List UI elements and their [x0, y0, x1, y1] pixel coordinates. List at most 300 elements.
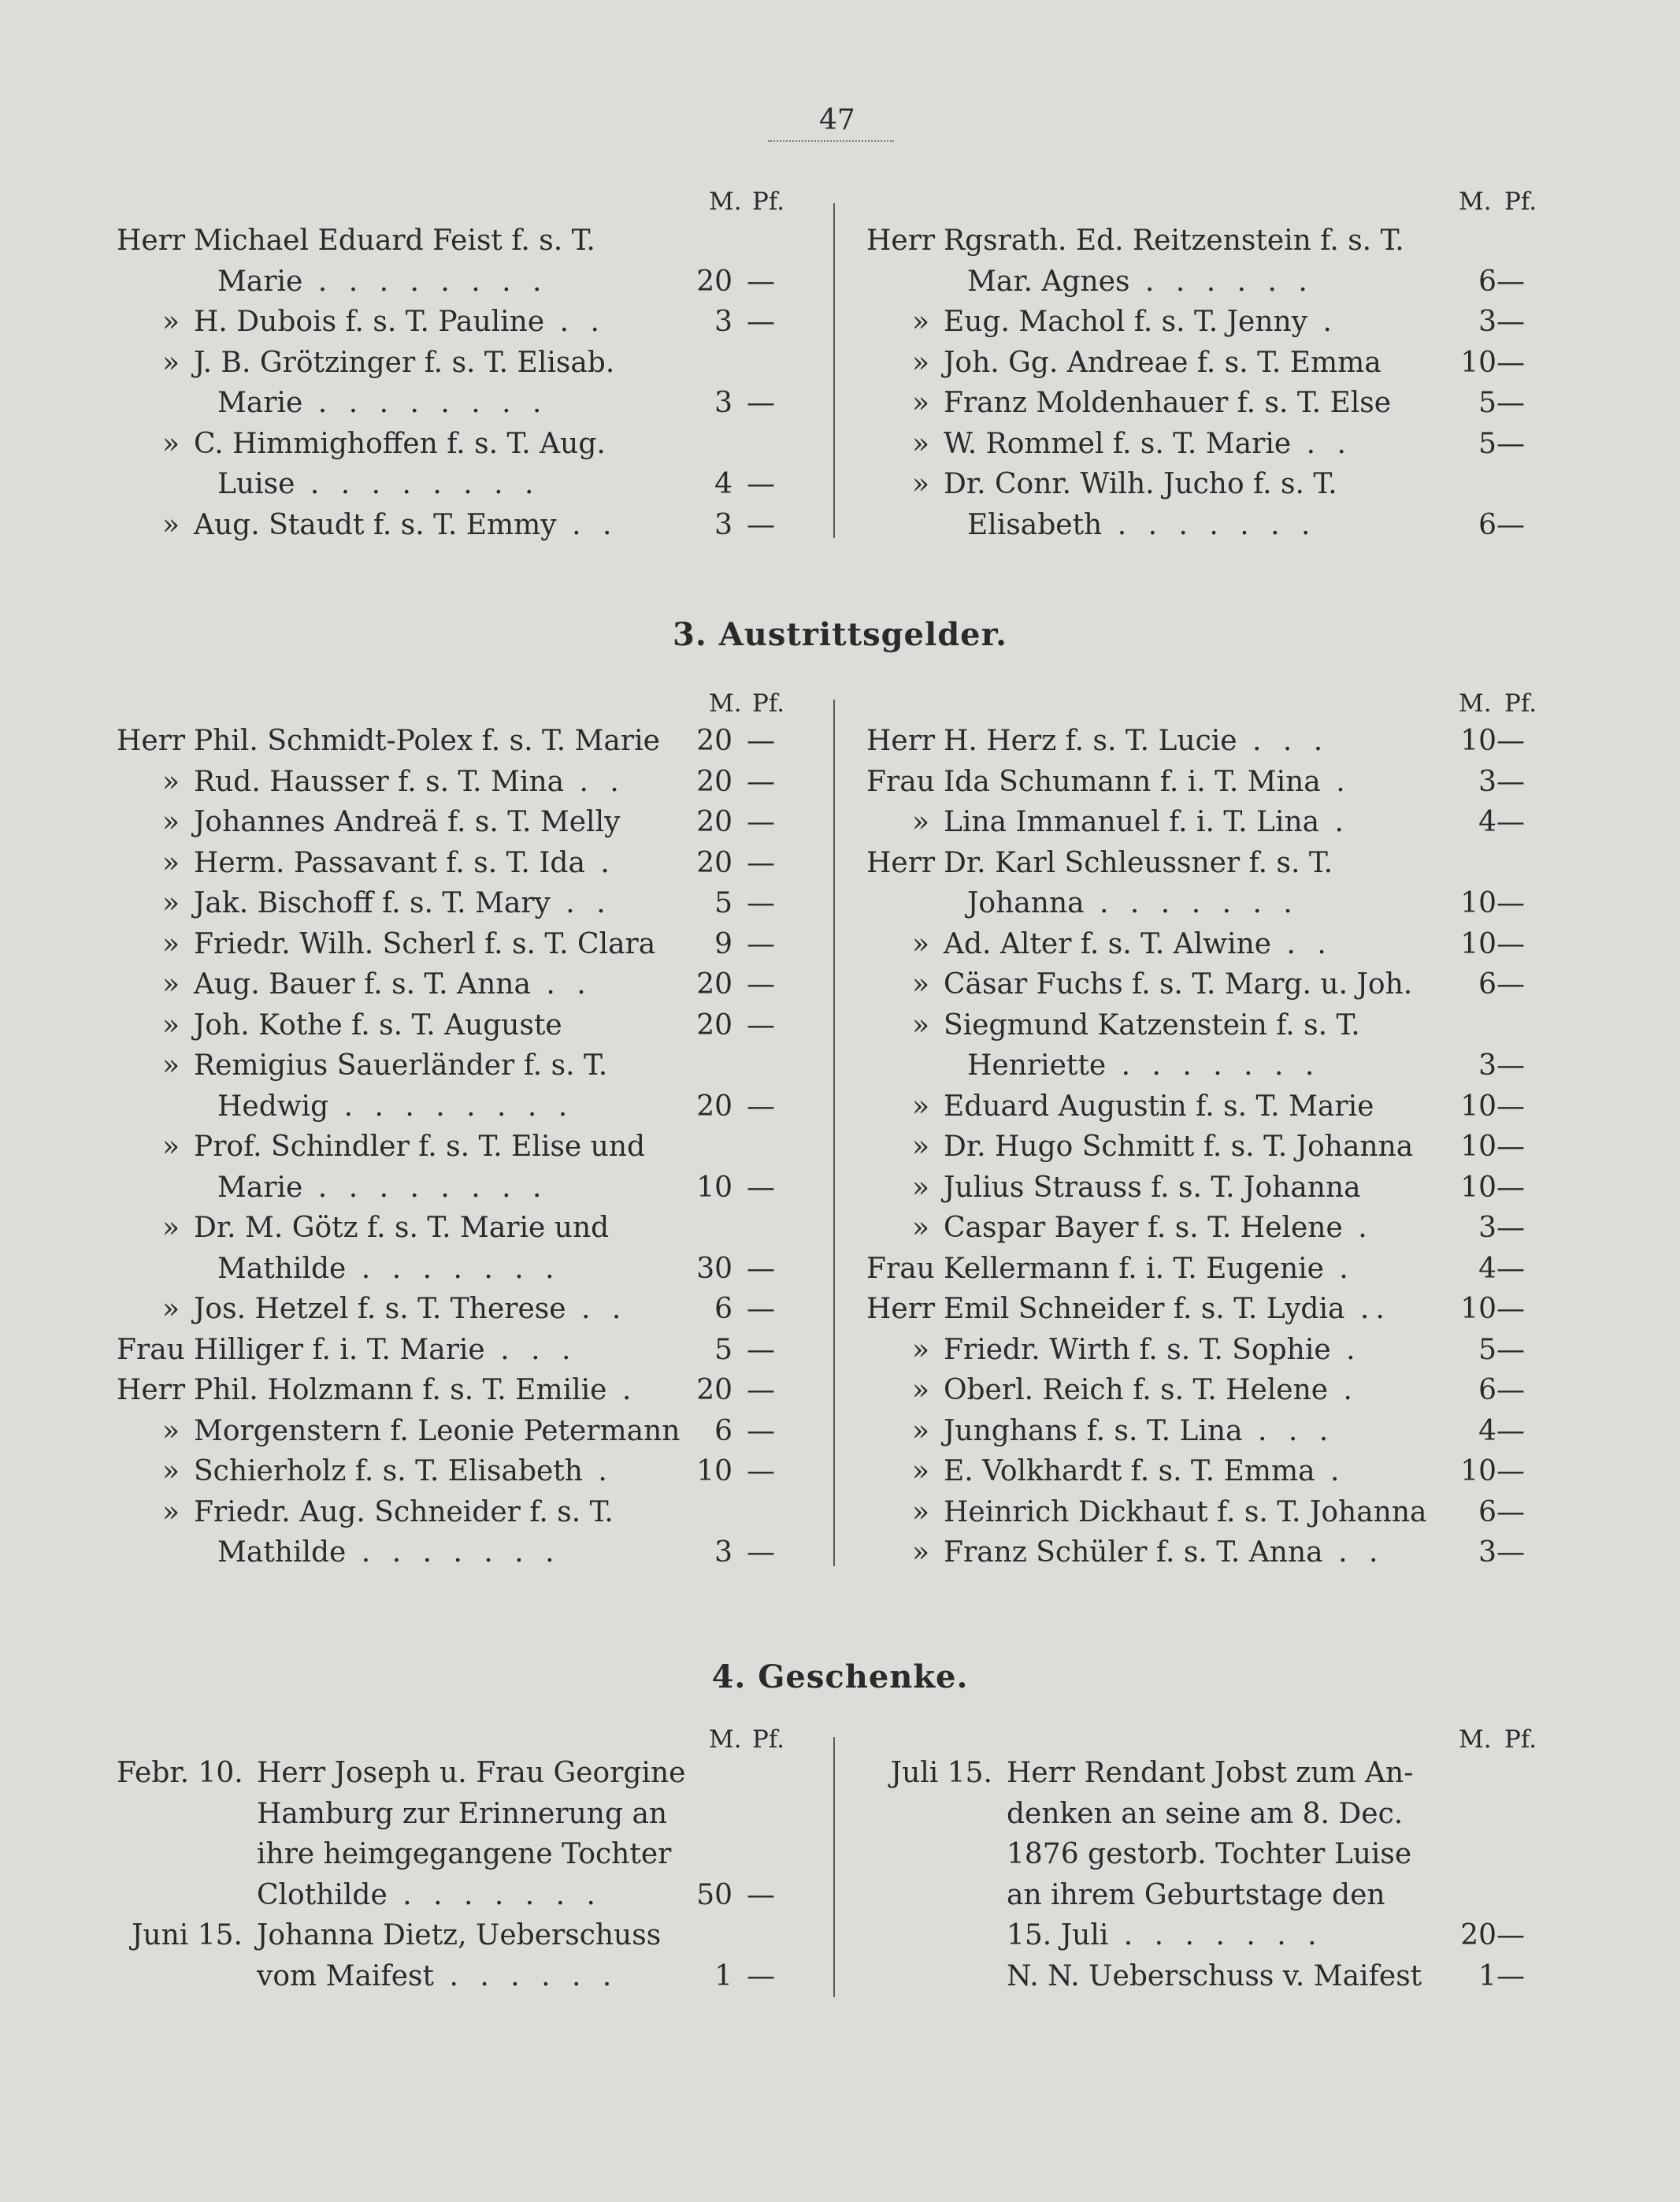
row-text: Herm. Passavant f. s. T. Ida . — [194, 846, 616, 879]
amount-mark: 3 — [1478, 1049, 1496, 1082]
ledger-row — [117, 1330, 825, 1371]
amount-pfennig: — — [1496, 1374, 1525, 1406]
amount-pfennig: — — [1496, 725, 1525, 757]
amount-pfennig: — — [747, 265, 775, 298]
row-text: Ad. Alter f. s. T. Alwine . . — [944, 927, 1333, 960]
amount-mark: 30 — [696, 1252, 732, 1285]
row-prefix: » — [161, 968, 180, 1001]
row-prefix: » — [161, 806, 180, 838]
amount-pfennig: — — [747, 1293, 775, 1325]
ledger-row — [866, 762, 1623, 803]
row-prefix: » — [161, 1293, 180, 1325]
ledger-row — [866, 1208, 1623, 1249]
row-prefix: » — [911, 1131, 929, 1163]
ledger-row — [866, 843, 1623, 884]
row-prefix: Juni 15. — [131, 1919, 243, 1951]
amount-mark: 3 — [1478, 765, 1496, 798]
leader-dots: . — [1328, 1374, 1359, 1406]
amount-pfennig: — — [1496, 1414, 1525, 1447]
amount-pfennig: — — [747, 1090, 775, 1123]
amount-mark: 10 — [1460, 725, 1496, 757]
ledger-row — [117, 1045, 825, 1086]
leader-dots: . . — [1291, 427, 1352, 460]
s1-left-header-pf: Pf. — [752, 188, 785, 216]
amount-mark: 10 — [696, 1455, 732, 1487]
row-text: Hamburg zur Erinnerung an — [257, 1797, 668, 1830]
amount-pfennig: — — [747, 1455, 775, 1487]
amount-pfennig: — — [1496, 427, 1525, 460]
amount-mark: 10 — [696, 1171, 732, 1204]
ledger-row — [117, 262, 825, 303]
s1-column-divider — [833, 203, 835, 538]
ledger-row — [866, 1411, 1623, 1452]
amount-mark: 3 — [714, 306, 732, 338]
amount-pfennig: — — [1496, 1959, 1525, 1992]
ledger-row — [117, 1451, 825, 1492]
amount-mark: 20 — [1460, 1919, 1496, 1951]
row-prefix: » — [911, 1090, 929, 1123]
row-prefix: » — [911, 346, 929, 379]
amount-mark: 10 — [1460, 1171, 1496, 1204]
amount-mark: 6 — [1478, 508, 1496, 541]
row-text: Mathilde . . . . . . . — [217, 1252, 561, 1285]
amount-mark: 4 — [714, 468, 732, 500]
row-text: 15. Juli . . . . . . . — [1007, 1919, 1323, 1951]
amount-mark: 20 — [696, 1008, 732, 1042]
row-prefix: Frau — [866, 1252, 935, 1285]
row-prefix: Herr — [866, 725, 936, 757]
amount-pfennig: — — [1496, 1293, 1525, 1325]
amount-pfennig: — — [1496, 265, 1525, 298]
row-text: E. Volkhardt f. s. T. Emma . — [944, 1455, 1346, 1487]
amount-pfennig: — — [747, 306, 775, 338]
ledger-row — [866, 1127, 1623, 1168]
row-prefix: » — [161, 1495, 180, 1528]
row-prefix: » — [161, 1212, 180, 1244]
leader-dots: . . . — [1237, 725, 1330, 757]
row-text: Hedwig . . . . . . . . — [217, 1090, 574, 1123]
row-prefix: » — [911, 468, 929, 500]
s4-column-divider — [833, 1737, 835, 1997]
leader-dots: . . . . . . . — [1102, 508, 1317, 541]
s4-right-header-m: M. — [1459, 1725, 1492, 1754]
ledger-row — [117, 1915, 825, 1956]
s1-right-header-m: M. — [1459, 188, 1492, 216]
leader-dots: . . . . . . . — [387, 1878, 602, 1911]
amount-pfennig: — — [747, 1252, 775, 1285]
row-text: H. Herz f. s. T. Lucie . . . — [944, 725, 1330, 757]
row-text: Phil. Holzmann f. s. T. Emilie . — [194, 1374, 638, 1406]
leader-dots: . . . . . . . . — [302, 265, 548, 298]
row-prefix: Juli 15. — [890, 1757, 992, 1789]
ledger-row — [866, 464, 1623, 505]
ledger-row — [866, 964, 1623, 1005]
row-text: Jak. Bischoff f. s. T. Mary . . — [194, 887, 612, 919]
row-text: vom Maifest . . . . . . — [257, 1959, 618, 1992]
row-prefix: » — [161, 306, 180, 338]
amount-pfennig: — — [747, 468, 775, 500]
ledger-row — [866, 221, 1623, 262]
row-text: Jos. Hetzel f. s. T. Therese . . — [194, 1293, 628, 1325]
row-text: Aug. Bauer f. s. T. Anna . . — [194, 968, 592, 1001]
amount-pfennig: — — [747, 725, 775, 757]
row-prefix: » — [161, 1131, 180, 1163]
amount-mark: 5 — [1478, 1333, 1496, 1366]
row-text: Clothilde . . . . . . . — [257, 1878, 602, 1911]
amount-pfennig: — — [1496, 887, 1525, 919]
row-prefix: Frau — [866, 765, 935, 798]
row-text: Joh. Gg. Andreae f. s. T. Emma — [944, 346, 1381, 379]
ledger-row — [866, 1492, 1623, 1533]
ledger-row — [117, 721, 825, 762]
row-text: Rgsrath. Ed. Reitzenstein f. s. T. — [944, 225, 1404, 257]
row-text: Kellermann f. i. T. Eugenie . — [944, 1252, 1355, 1285]
amount-pfennig: — — [1496, 1252, 1525, 1285]
amount-pfennig: — — [747, 1536, 775, 1569]
row-prefix: Herr — [866, 225, 936, 257]
amount-pfennig: — — [747, 387, 775, 419]
leader-dots: . — [606, 1374, 638, 1406]
ledger-row — [866, 1370, 1623, 1411]
row-prefix: Herr — [117, 725, 186, 757]
amount-mark: 20 — [696, 1090, 732, 1123]
amount-pfennig: — — [1496, 927, 1525, 960]
amount-mark: 10 — [1460, 927, 1496, 960]
page-number: 47 — [819, 104, 855, 136]
ledger-row — [117, 1956, 825, 1997]
leader-dots: . — [1342, 1212, 1374, 1244]
row-text: Morgenstern f. Leonie Petermann — [194, 1414, 681, 1447]
s3-heading: 3. Austrittsgelder. — [673, 616, 1007, 653]
ledger-row — [866, 1330, 1623, 1371]
amount-pfennig: — — [1496, 1049, 1525, 1082]
ledger-row — [866, 1005, 1623, 1046]
amount-pfennig: — — [1496, 1495, 1525, 1528]
s4-heading: 4. Geschenke. — [711, 1658, 969, 1695]
ledger-row — [117, 1289, 825, 1330]
ledger-row — [117, 1208, 825, 1249]
amount-mark: 4 — [1478, 1414, 1496, 1447]
amount-pfennig: — — [747, 1414, 775, 1447]
ledger-row — [866, 1794, 1623, 1835]
leader-dots: . . . . . . . — [1084, 887, 1299, 919]
ledger-row — [117, 1370, 825, 1411]
amount-mark: 3 — [1478, 306, 1496, 338]
row-text: Marie . . . . . . . . — [217, 265, 548, 298]
amount-mark: 6 — [1478, 1374, 1496, 1406]
row-prefix: Herr — [866, 1293, 936, 1325]
row-text: Henriette . . . . . . . — [967, 1049, 1321, 1082]
amount-mark: 10 — [1460, 1131, 1496, 1163]
leader-dots: . . . . . . . — [1106, 1049, 1321, 1082]
row-prefix: Febr. 10. — [117, 1757, 243, 1789]
row-text: Johanna . . . . . . . — [967, 887, 1299, 919]
ledger-row — [866, 1249, 1623, 1290]
amount-mark: 10 — [1460, 1455, 1496, 1487]
ledger-row — [866, 1956, 1623, 1997]
amount-pfennig: — — [747, 1333, 775, 1366]
leader-dots: . . . . . . . — [346, 1252, 561, 1285]
ledger-row — [117, 883, 825, 924]
ledger-row — [117, 1249, 825, 1290]
amount-pfennig: — — [747, 1878, 775, 1911]
row-prefix: » — [911, 1008, 929, 1042]
leader-dots: . . . . . . . — [346, 1536, 561, 1569]
s1-right-header-pf: Pf. — [1504, 188, 1537, 216]
s4-left-header-pf: Pf. — [752, 1725, 785, 1754]
row-prefix: » — [911, 1414, 929, 1447]
row-prefix: » — [911, 968, 929, 1001]
ledger-row — [117, 1875, 825, 1916]
row-prefix: » — [911, 1455, 929, 1487]
amount-mark: 4 — [1478, 1252, 1496, 1285]
row-prefix: » — [911, 806, 929, 838]
row-text: Cäsar Fuchs f. s. T. Marg. u. Joh. — [944, 968, 1413, 1001]
row-prefix: » — [161, 765, 180, 798]
row-text: Dr. Karl Schleussner f. s. T. — [944, 846, 1333, 879]
amount-pfennig: — — [1496, 508, 1525, 541]
amount-pfennig: — — [1496, 1536, 1525, 1569]
amount-mark: 4 — [1478, 806, 1496, 838]
ledger-row — [117, 1532, 825, 1573]
s4-right-header-pf: Pf. — [1504, 1725, 1537, 1754]
amount-mark: 20 — [696, 265, 732, 298]
amount-mark: 10 — [1460, 1090, 1496, 1123]
leader-dots: . . . — [1242, 1414, 1335, 1447]
amount-pfennig: — — [1496, 1919, 1525, 1951]
row-prefix: Frau — [117, 1333, 185, 1366]
amount-pfennig: — — [747, 508, 775, 541]
row-prefix: » — [161, 846, 180, 879]
s3-column-divider — [833, 700, 835, 1566]
ledger-row — [117, 1086, 825, 1127]
leader-dots: . . . . . . — [434, 1959, 618, 1992]
s3-right-header-m: M. — [1459, 689, 1492, 718]
row-text: Franz Schüler f. s. T. Anna . . — [944, 1536, 1385, 1569]
row-text: 1876 gestorb. Tochter Luise — [1007, 1838, 1412, 1870]
ledger-row — [866, 802, 1623, 843]
row-text: Phil. Schmidt-Polex f. s. T. Marie — [194, 725, 660, 757]
amount-pfennig: — — [747, 1374, 775, 1406]
ledger-row — [117, 424, 825, 465]
row-text: J. B. Grötzinger f. s. T. Elisab. — [194, 346, 615, 379]
row-text: Eug. Machol f. s. T. Jenny . — [944, 306, 1338, 338]
leader-dots: . . — [1271, 927, 1333, 960]
leader-dots: . . . . . . . . — [302, 1171, 548, 1204]
amount-pfennig: — — [1496, 806, 1525, 838]
row-text: Johannes Andreä f. s. T. Melly — [194, 806, 621, 838]
row-prefix: » — [911, 1333, 929, 1366]
leader-dots: . . . . . . . . — [328, 1090, 574, 1123]
leader-dots: . . . — [484, 1333, 577, 1366]
ledger-row — [866, 505, 1623, 546]
row-prefix: » — [911, 306, 929, 338]
s3-left-header-m: M. — [709, 689, 742, 718]
row-text: Rud. Hausser f. s. T. Mina . . — [194, 765, 625, 798]
row-text: Joh. Kothe f. s. T. Auguste — [194, 1008, 562, 1042]
row-text: Heinrich Dickhaut f. s. T. Johanna — [944, 1495, 1427, 1528]
ledger-row — [117, 924, 825, 965]
ledger-row — [117, 1794, 825, 1835]
ledger-row — [117, 1005, 825, 1046]
amount-pfennig: — — [747, 846, 775, 879]
amount-mark: 20 — [696, 968, 732, 1001]
row-text: C. Himmighoffen f. s. T. Aug. — [194, 427, 606, 460]
row-prefix: Herr — [117, 1374, 186, 1406]
row-prefix: » — [911, 387, 929, 419]
s3-left-header-pf: Pf. — [752, 689, 785, 718]
s1-left-header-m: M. — [709, 188, 742, 216]
leader-dots: . — [1307, 306, 1338, 338]
row-prefix: » — [911, 1536, 929, 1569]
ledger-row — [117, 1834, 825, 1875]
row-prefix: » — [161, 1414, 180, 1447]
amount-mark: 20 — [696, 725, 732, 757]
amount-pfennig: — — [747, 927, 775, 960]
row-text: Herr Rendant Jobst zum An- — [1007, 1757, 1414, 1789]
s3-right-header-pf: Pf. — [1504, 689, 1537, 718]
row-prefix: » — [911, 927, 929, 960]
amount-mark: 3 — [1478, 1212, 1496, 1244]
ledger-row — [866, 383, 1623, 424]
amount-pfennig: — — [1496, 1090, 1525, 1123]
amount-mark: 5 — [714, 1333, 732, 1366]
ledger-row — [866, 1289, 1623, 1330]
amount-mark: 10 — [1460, 1293, 1496, 1325]
amount-pfennig: — — [747, 1959, 775, 1992]
row-text: Luise . . . . . . . . — [217, 468, 540, 500]
amount-pfennig: — — [1496, 1212, 1525, 1244]
row-prefix: » — [161, 508, 180, 541]
amount-mark: 6 — [1478, 1495, 1496, 1528]
amount-pfennig: — — [1496, 306, 1525, 338]
leader-dots: .. — [1344, 1293, 1391, 1325]
row-text: Hilliger f. i. T. Marie . . . — [194, 1333, 577, 1366]
ledger-row — [117, 1127, 825, 1168]
row-prefix: » — [161, 346, 180, 379]
ledger-row — [866, 924, 1623, 965]
leader-dots: . — [1315, 1455, 1346, 1487]
amount-pfennig: — — [1496, 1333, 1525, 1366]
amount-mark: 3 — [714, 387, 732, 419]
ledger-row — [117, 843, 825, 884]
row-text: Mar. Agnes . . . . . . — [967, 265, 1314, 298]
row-text: Friedr. Wirth f. s. T. Sophie . — [944, 1333, 1362, 1366]
leader-dots: . . — [566, 1293, 628, 1325]
amount-mark: 6 — [1478, 265, 1496, 298]
amount-mark: 10 — [1460, 346, 1496, 379]
leader-dots: . — [582, 1455, 614, 1487]
ledger-row — [866, 343, 1623, 384]
ledger-row — [117, 964, 825, 1005]
row-prefix: » — [911, 427, 929, 460]
amount-pfennig: — — [1496, 968, 1525, 1001]
leader-dots: . — [1323, 1252, 1355, 1285]
row-prefix: Herr — [866, 846, 936, 879]
leader-dots: . . — [1322, 1536, 1385, 1569]
amount-pfennig: — — [1496, 346, 1525, 379]
ledger-row — [866, 262, 1623, 303]
amount-pfennig: — — [1496, 387, 1525, 419]
ledger-row — [866, 883, 1623, 924]
row-text: Eduard Augustin f. s. T. Marie — [944, 1090, 1374, 1123]
page-number-ornament — [768, 140, 894, 147]
row-text: Aug. Staudt f. s. T. Emmy . . — [194, 508, 618, 541]
row-text: Franz Moldenhauer f. s. T. Else — [944, 387, 1392, 419]
amount-mark: 6 — [714, 1414, 732, 1447]
ledger-row — [866, 1915, 1623, 1956]
amount-pfennig: — — [1496, 1171, 1525, 1204]
row-text: Dr. Hugo Schmitt f. s. T. Johanna — [944, 1131, 1414, 1163]
leader-dots: . . . . . . . . — [302, 387, 548, 419]
row-prefix: » — [911, 1495, 929, 1528]
amount-mark: 5 — [714, 887, 732, 919]
row-text: Mathilde . . . . . . . — [217, 1536, 561, 1569]
row-text: Emil Schneider f. s. T. Lydia .. — [944, 1293, 1391, 1325]
ledger-row — [866, 1532, 1623, 1573]
amount-mark: 3 — [1478, 1536, 1496, 1569]
amount-mark: 6 — [714, 1293, 732, 1325]
row-text: Johanna Dietz, Ueberschuss — [257, 1919, 662, 1951]
leader-dots: . . . . . . . . — [295, 468, 540, 500]
amount-mark: 9 — [714, 927, 732, 960]
row-text: Michael Eduard Feist f. s. T. — [194, 225, 595, 257]
amount-mark: 10 — [1460, 887, 1496, 919]
amount-mark: 3 — [714, 508, 732, 541]
amount-mark: 20 — [696, 1374, 732, 1406]
row-text: Dr. M. Götz f. s. T. Marie und — [194, 1212, 610, 1244]
row-text: Siegmund Katzenstein f. s. T. — [944, 1008, 1360, 1042]
row-text: Dr. Conr. Wilh. Jucho f. s. T. — [944, 468, 1337, 500]
ledger-row — [117, 221, 825, 262]
ledger-row — [866, 424, 1623, 465]
row-text: Lina Immanuel f. i. T. Lina . — [944, 806, 1350, 838]
leader-dots: . — [1330, 1333, 1362, 1366]
leader-dots: . . — [550, 887, 612, 919]
row-text: Prof. Schindler f. s. T. Elise und — [194, 1131, 646, 1163]
s4-left-header-m: M. — [709, 1725, 742, 1754]
amount-mark: 1 — [1478, 1959, 1496, 1992]
row-text: Junghans f. s. T. Lina . . . — [944, 1414, 1335, 1447]
row-text: Ida Schumann f. i. T. Mina . — [944, 765, 1352, 798]
amount-mark: 20 — [696, 846, 732, 879]
row-text: an ihrem Geburtstage den — [1007, 1878, 1385, 1911]
ledger-row — [117, 343, 825, 384]
ledger-row — [117, 1753, 825, 1794]
row-text: ihre heimgegangene Tochter — [257, 1838, 672, 1870]
ledger-row — [866, 1875, 1623, 1916]
ledger-row — [866, 721, 1623, 762]
leader-dots: . . — [544, 306, 606, 338]
ledger-row — [866, 302, 1623, 343]
amount-mark: 20 — [696, 806, 732, 838]
row-prefix: » — [911, 1171, 929, 1204]
row-text: Remigius Sauerländer f. s. T. — [194, 1049, 608, 1082]
row-text: Marie . . . . . . . . — [217, 1171, 548, 1204]
amount-pfennig: — — [747, 968, 775, 1001]
ledger-row — [117, 1492, 825, 1533]
ledger-row — [866, 1168, 1623, 1209]
row-text: Oberl. Reich f. s. T. Helene . — [944, 1374, 1359, 1406]
amount-mark: 50 — [696, 1878, 732, 1911]
row-text: Herr Joseph u. Frau Georgine — [257, 1757, 686, 1789]
amount-mark: 1 — [714, 1959, 732, 1992]
row-text: N. N. Ueberschuss v. Maifest — [1007, 1959, 1422, 1992]
leader-dots: . . . . . . — [1129, 265, 1314, 298]
row-prefix: » — [161, 927, 180, 960]
amount-mark: 5 — [1478, 387, 1496, 419]
amount-pfennig: — — [747, 806, 775, 838]
